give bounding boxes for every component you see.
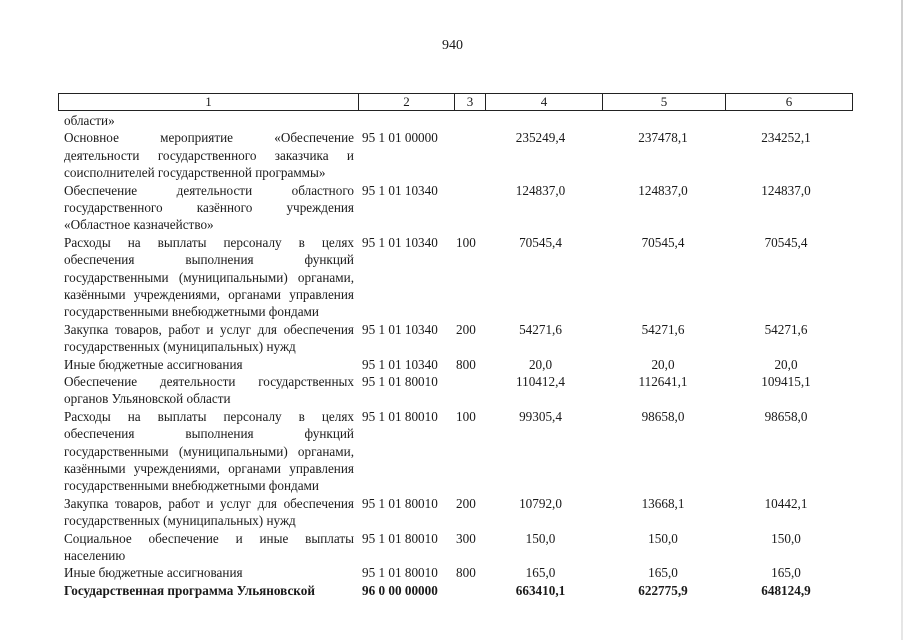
row-value-2-cell: 165,0 (648, 565, 678, 581)
row-value-2-cell: 150,0 (648, 530, 678, 546)
row-value-1-cell: 663410,1 (515, 582, 566, 598)
column-header-3: 3 (455, 94, 486, 111)
row-value-3-cell: 70545,4 (764, 234, 808, 250)
column-header-table (58, 93, 853, 111)
row-value-1-cell: 110412,4 (516, 373, 565, 389)
row-value-2-cell: 112641,1 (638, 373, 688, 389)
table-row (58, 582, 846, 599)
row-value-3-cell: 20,0 (774, 356, 798, 372)
table-row (58, 112, 846, 129)
row-value-1-cell: 99305,4 (519, 408, 562, 424)
row-value-2-cell: 98658,0 (641, 408, 685, 424)
column-header-4: 4 (486, 94, 603, 111)
row-type-cell: 800 (456, 356, 476, 372)
row-name-cell: Государственная программа Ульяновской (64, 582, 315, 598)
table-row (58, 495, 846, 530)
table-row (58, 373, 846, 408)
row-type-cell: 200 (456, 321, 476, 337)
column-header-1: 1 (59, 94, 359, 111)
row-name-cell: Иные бюджетные ассигнования (64, 356, 243, 372)
row-code-cell: 95 1 01 80010 (362, 408, 438, 424)
row-value-1-cell: 54271,6 (519, 321, 562, 337)
row-value-2-cell: 124837,0 (638, 182, 688, 198)
row-type-cell: 100 (456, 234, 476, 250)
row-value-3-cell: 109415,1 (761, 373, 811, 389)
column-header-5: 5 (603, 94, 726, 111)
row-value-2-cell: 70545,4 (641, 234, 685, 250)
row-name-cell: Обеспечение деятельности областного государственного казённого учреждения «Областное казначейство» (64, 182, 354, 233)
scan-edge-shadow (901, 0, 903, 640)
row-value-3-cell: 98658,0 (764, 408, 808, 424)
table-row (58, 321, 846, 356)
row-name-cell: Расходы на выплаты персоналу в целях обеспечения выполнения функций государственными (муниципальными) органами, казёнными учреждениями, органами управления государственными внебюджетными фондами (64, 408, 354, 494)
row-name-cell: Обеспечение деятельности государственных органов Ульяновской области (64, 373, 354, 407)
row-name-cell: Закупка товаров, работ и услуг для обеспечения государственных (муниципальных) нужд (64, 495, 354, 529)
row-value-2-cell: 20,0 (651, 356, 675, 372)
row-code-cell: 95 1 01 10340 (362, 234, 438, 250)
table-row (58, 564, 846, 581)
row-value-1-cell: 124837,0 (515, 182, 566, 198)
page-number: 940 (442, 38, 463, 53)
row-value-1-cell: 20,0 (528, 356, 553, 372)
row-type-cell: 300 (456, 530, 476, 546)
row-value-2-cell: 13668,1 (641, 495, 685, 511)
row-value-3-cell: 54271,6 (764, 321, 808, 337)
row-value-3-cell: 10442,1 (764, 495, 808, 511)
column-header-row (59, 94, 853, 111)
row-value-3-cell: 124837,0 (761, 182, 811, 198)
row-value-2-cell: 54271,6 (641, 321, 685, 337)
row-name-cell: Закупка товаров, работ и услуг для обеспечения государственных (муниципальных) нужд (64, 321, 354, 355)
row-value-2-cell: 622775,9 (638, 582, 688, 598)
row-code-cell: 95 1 01 80010 (362, 565, 438, 581)
row-value-3-cell: 234252,1 (761, 130, 811, 146)
row-value-3-cell: 165,0 (771, 565, 801, 581)
row-code-cell: 95 1 01 00000 (362, 130, 438, 146)
row-type-cell: 200 (456, 495, 476, 511)
row-value-1-cell: 150,0 (525, 530, 556, 546)
row-type-cell: 100 (456, 408, 476, 424)
row-name-cell: Социальное обеспечение и иные выплаты населению (64, 530, 354, 563)
row-code-cell: 95 1 01 80010 (362, 373, 438, 389)
row-name-cell: Иные бюджетные ассигнования (64, 565, 243, 581)
row-name-cell: Основное мероприятие «Обеспечение деятельности государственного заказчика и соисполнителей государственной программы» (64, 130, 354, 181)
row-value-2-cell: 237478,1 (638, 130, 688, 146)
table-row (58, 234, 846, 321)
row-value-1-cell: 10792,0 (519, 495, 562, 511)
row-name-cell: области» (64, 113, 115, 128)
row-code-cell: 95 1 01 80010 (362, 530, 438, 546)
row-code-cell: 95 1 01 10340 (362, 182, 438, 198)
row-code-cell: 95 1 01 10340 (362, 321, 438, 337)
table-row (58, 356, 846, 373)
table-row (58, 182, 846, 234)
row-code-cell: 95 1 01 10340 (362, 356, 438, 372)
column-header-2: 2 (359, 94, 455, 111)
table-row (58, 129, 846, 181)
column-header-6: 6 (726, 94, 853, 111)
table-row (58, 408, 846, 495)
row-value-3-cell: 648124,9 (761, 582, 811, 598)
row-value-3-cell: 150,0 (771, 530, 801, 546)
row-value-1-cell: 165,0 (525, 565, 556, 581)
budget-table-body (58, 112, 846, 599)
row-value-1-cell: 235249,4 (515, 130, 566, 146)
row-value-1-cell: 70545,4 (519, 234, 562, 250)
row-code-cell: 96 0 00 00000 (362, 582, 438, 598)
row-code-cell: 95 1 01 80010 (362, 495, 438, 511)
table-row (58, 530, 846, 565)
row-type-cell: 800 (456, 565, 476, 581)
row-name-cell: Расходы на выплаты персоналу в целях обеспечения выполнения функций государственными (муниципальными) органами, казёнными учреждениями, органами управления государственными внебюджетными фондами (64, 234, 354, 320)
